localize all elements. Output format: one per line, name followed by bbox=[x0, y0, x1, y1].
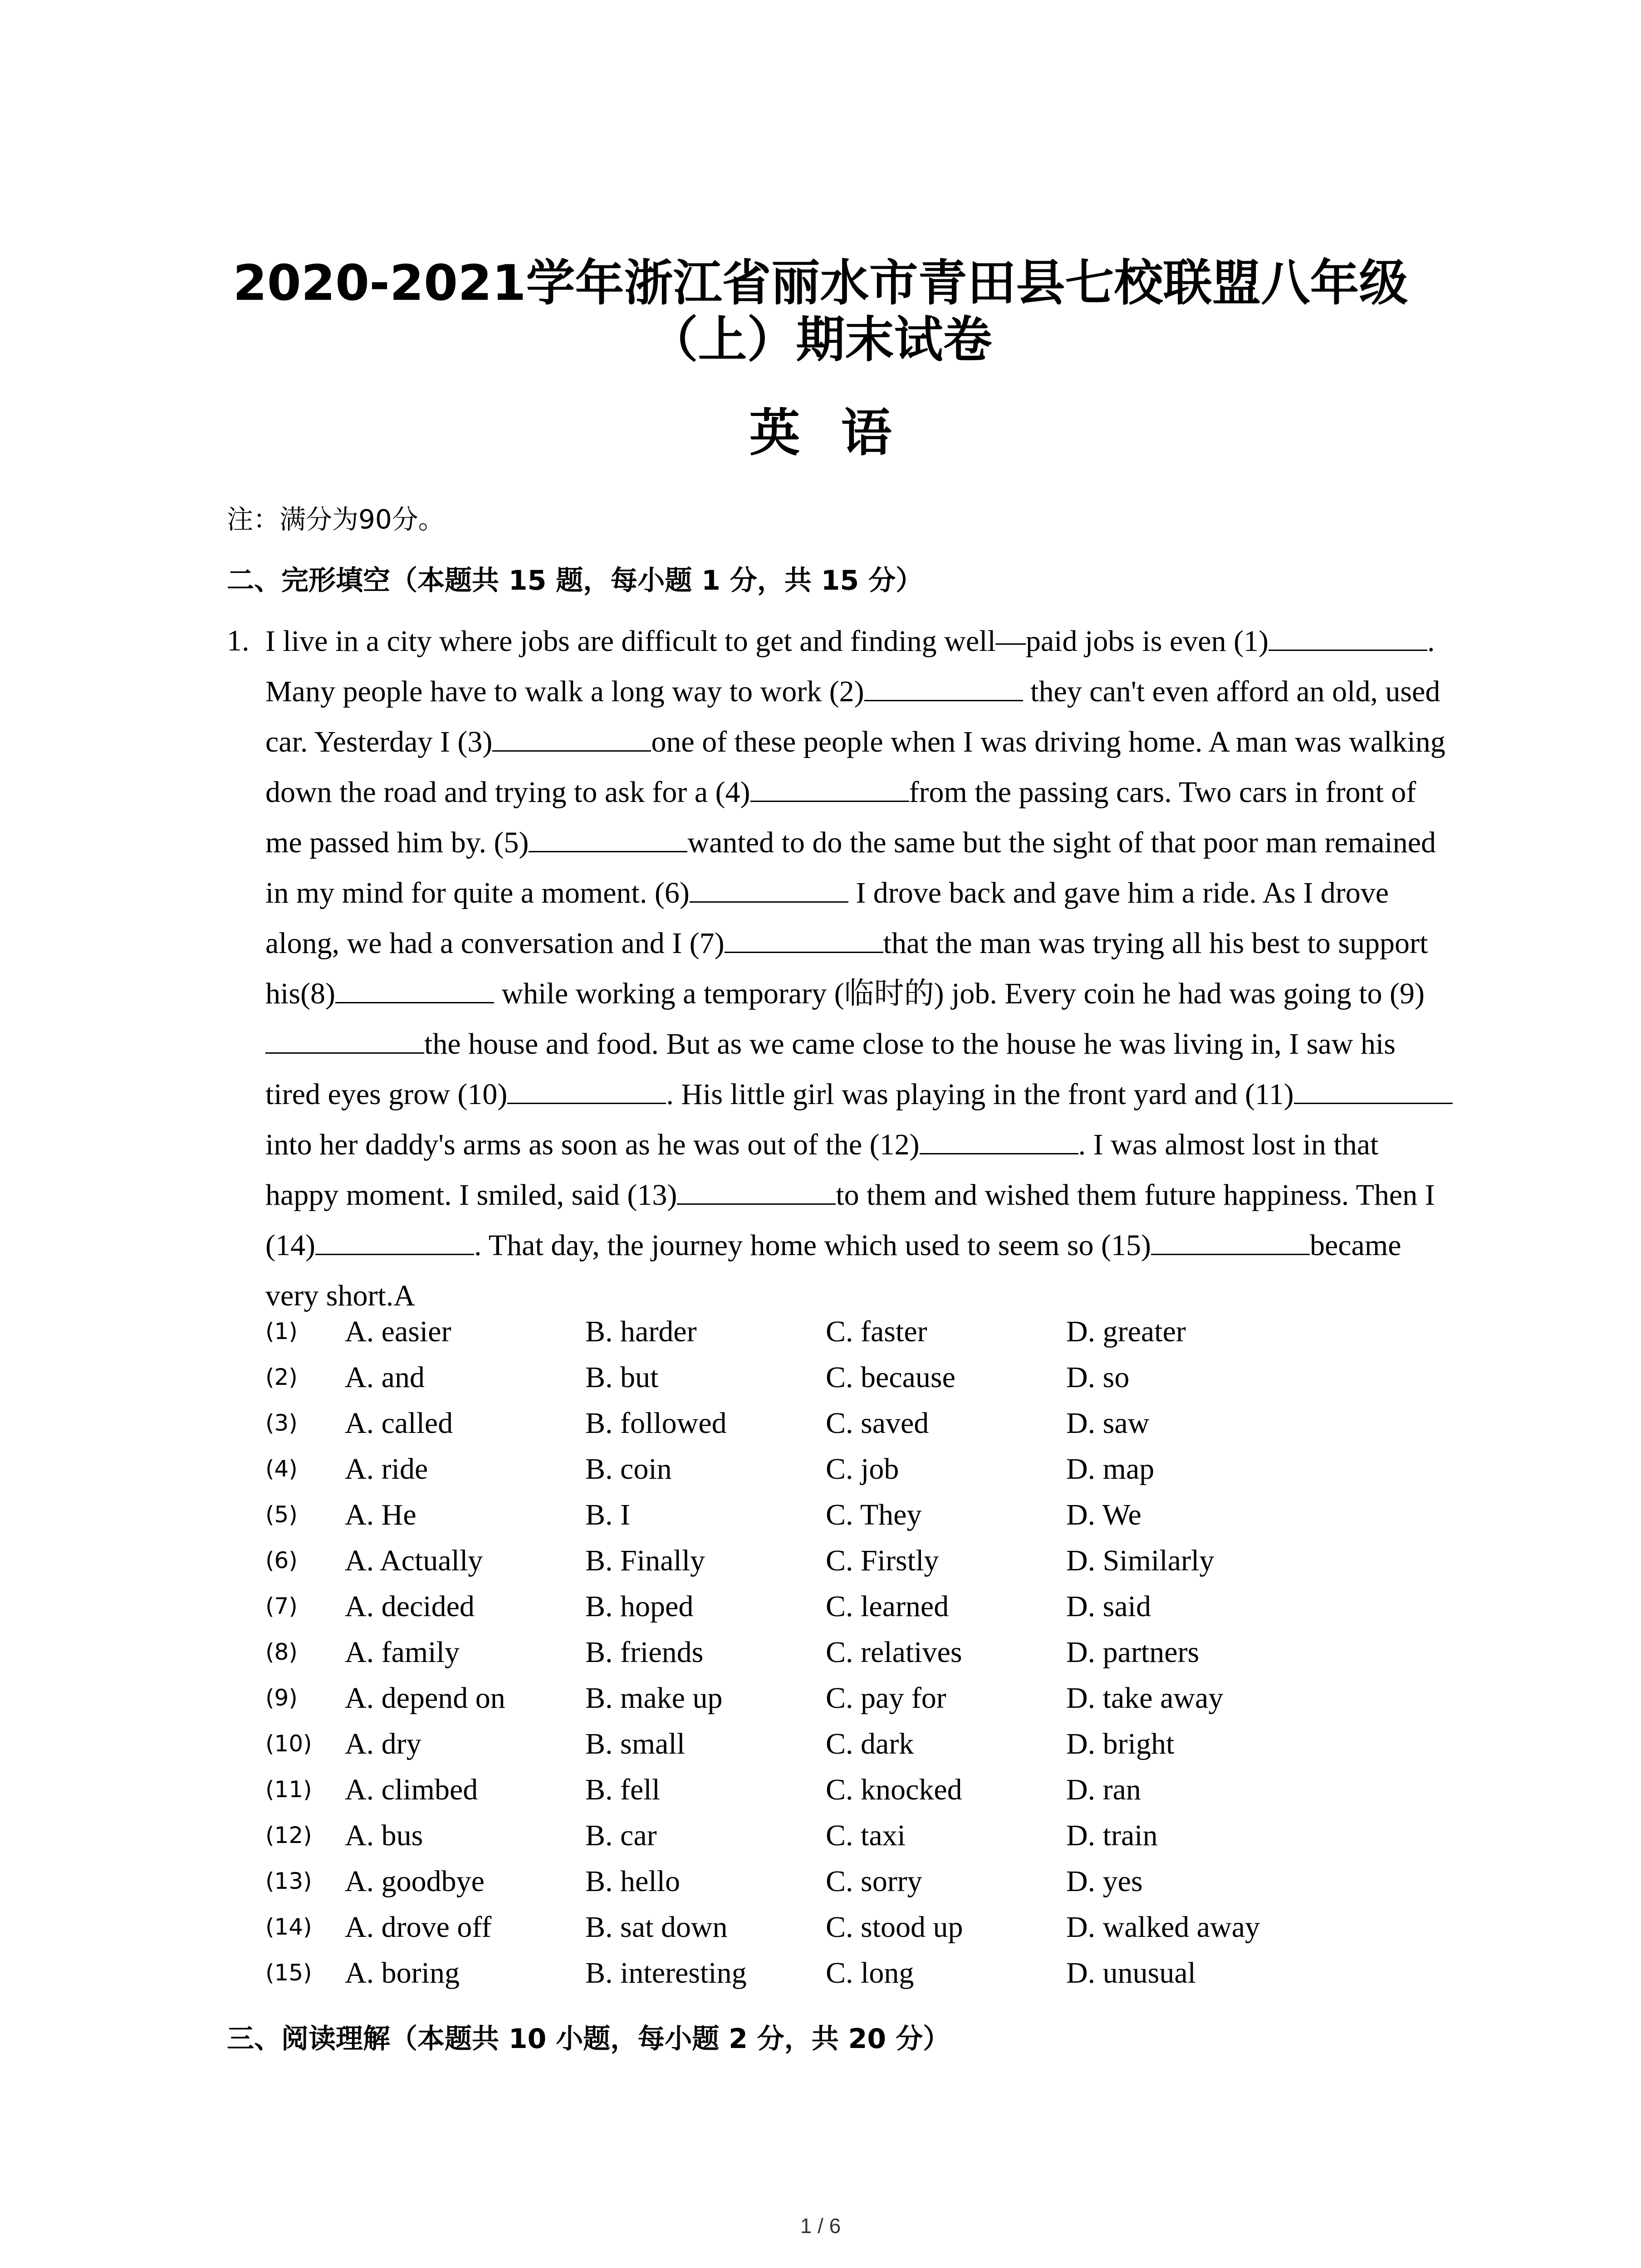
option-d: D. said bbox=[1066, 1590, 1151, 1623]
option-d: D. take away bbox=[1066, 1681, 1224, 1715]
option-a: A. depend on bbox=[345, 1681, 505, 1715]
option-c: C. relatives bbox=[826, 1636, 962, 1669]
option-row bbox=[265, 1538, 1454, 1584]
option-c: C. knocked bbox=[826, 1773, 962, 1806]
option-d: D. map bbox=[1066, 1452, 1155, 1486]
passage-segment: wanted to do the same but the sight of that poor man remained in my mind for quite a moment. (6) bbox=[265, 826, 1436, 909]
answer-blank bbox=[725, 924, 883, 953]
option-row bbox=[265, 1767, 1454, 1813]
passage-segment: became very short.A bbox=[265, 1229, 1401, 1312]
passage-segment: from the passing cars. Two cars in front of me passed him by. (5) bbox=[265, 776, 1416, 859]
option-a: A. goodbye bbox=[345, 1865, 485, 1898]
option-number: (12) bbox=[265, 1822, 312, 1848]
passage-segment: I live in a city where jobs are difficult to get and finding well—paid jobs is even (1) bbox=[265, 625, 1269, 658]
option-c: C. long bbox=[826, 1956, 914, 1989]
option-row bbox=[265, 1858, 1454, 1904]
answer-blank bbox=[507, 1075, 666, 1104]
document-title-line1: 2020-2021学年浙江省丽水市青田县七校联盟八年级 bbox=[233, 255, 1408, 312]
passage-segment: . Many people have to walk a long way to work (2) bbox=[265, 625, 1435, 708]
answer-blank bbox=[492, 722, 651, 752]
option-a: A. He bbox=[345, 1498, 416, 1531]
option-number: (6) bbox=[265, 1547, 298, 1574]
passage-segment: that the man was trying all his best to support his(8) bbox=[265, 927, 1428, 1010]
answer-options bbox=[265, 1309, 1454, 1996]
option-row bbox=[265, 1904, 1454, 1950]
option-d: D. ran bbox=[1066, 1773, 1141, 1806]
option-b: B. fell bbox=[585, 1773, 660, 1806]
passage-segment: they can't even afford an old, used car. Yesterday I (3) bbox=[265, 675, 1440, 758]
subject-heading: 英语 bbox=[749, 403, 933, 463]
option-number: (11) bbox=[265, 1776, 312, 1803]
option-b: B. coin bbox=[585, 1452, 672, 1486]
answer-blank bbox=[864, 672, 1023, 701]
answer-blank bbox=[690, 873, 848, 903]
option-d: D. walked away bbox=[1066, 1911, 1260, 1944]
option-a: A. dry bbox=[345, 1727, 421, 1760]
option-row bbox=[265, 1721, 1454, 1767]
answer-blank bbox=[265, 1024, 424, 1054]
option-number: (13) bbox=[265, 1868, 312, 1894]
option-b: B. car bbox=[585, 1819, 657, 1852]
option-b: B. interesting bbox=[585, 1956, 747, 1989]
passage-segment: . I was almost lost in that happy moment. I smiled, said (13) bbox=[265, 1128, 1379, 1212]
option-row bbox=[265, 1446, 1454, 1492]
option-d: D. unusual bbox=[1066, 1956, 1196, 1989]
option-number: (5) bbox=[265, 1501, 298, 1528]
option-b: B. harder bbox=[585, 1315, 697, 1348]
option-a: A. called bbox=[345, 1407, 453, 1440]
section-cloze-heading: 二、完形填空（本题共 15 题，每小题 1 分，共 15 分） bbox=[227, 565, 923, 596]
option-c: C. pay for bbox=[826, 1681, 946, 1715]
option-number: (9) bbox=[265, 1685, 298, 1711]
option-a: A. Actually bbox=[345, 1544, 483, 1577]
page-number: 1 / 6 bbox=[800, 2214, 841, 2238]
answer-blank bbox=[920, 1125, 1078, 1154]
answer-blank bbox=[1294, 1075, 1453, 1104]
question-number: 1. bbox=[227, 624, 250, 657]
option-c: C. sorry bbox=[826, 1865, 922, 1898]
option-b: B. hello bbox=[585, 1865, 680, 1898]
answer-blank bbox=[335, 974, 494, 1003]
answer-blank bbox=[315, 1226, 474, 1255]
option-c: C. stood up bbox=[826, 1911, 963, 1944]
option-number: (15) bbox=[265, 1960, 312, 1986]
option-number: (8) bbox=[265, 1639, 298, 1665]
option-a: A. easier bbox=[345, 1315, 451, 1348]
option-c: C. because bbox=[826, 1361, 955, 1394]
option-a: A. drove off bbox=[345, 1911, 492, 1944]
answer-blank bbox=[1269, 621, 1427, 651]
score-note: 注：满分为90分。 bbox=[227, 504, 445, 535]
option-number: (7) bbox=[265, 1593, 298, 1619]
option-d: D. greater bbox=[1066, 1315, 1186, 1348]
option-c: C. They bbox=[826, 1498, 922, 1531]
option-number: (14) bbox=[265, 1914, 312, 1940]
option-a: A. and bbox=[345, 1361, 425, 1394]
option-row bbox=[265, 1950, 1454, 1996]
passage-segment: . That day, the journey home which used to seem so (15) bbox=[474, 1229, 1151, 1262]
passage-segment: to them and wished them future happiness. Then I (14) bbox=[265, 1178, 1435, 1262]
option-d: D. saw bbox=[1066, 1407, 1150, 1440]
option-d: D. yes bbox=[1066, 1865, 1143, 1898]
answer-blank bbox=[529, 823, 687, 852]
answer-blank bbox=[750, 772, 909, 802]
passage-segment: the house and food. But as we came close to the house he was living in, I saw his tired eyes grow (10) bbox=[265, 1027, 1396, 1111]
answer-blank bbox=[1151, 1226, 1310, 1255]
option-d: D. train bbox=[1066, 1819, 1158, 1852]
option-row bbox=[265, 1584, 1454, 1629]
option-c: C. saved bbox=[826, 1407, 929, 1440]
option-d: D. We bbox=[1066, 1498, 1141, 1531]
option-a: A. boring bbox=[345, 1956, 460, 1989]
option-d: D. Similarly bbox=[1066, 1544, 1215, 1577]
passage-segment: one of these people when I was driving home. A man was walking down the road and trying to ask for a (4) bbox=[265, 725, 1445, 809]
option-a: A. ride bbox=[345, 1452, 428, 1486]
option-a: A. climbed bbox=[345, 1773, 478, 1806]
option-b: B. friends bbox=[585, 1636, 704, 1669]
passage-segment: I drove back and gave him a ride. As I drove along, we had a conversation and I (7) bbox=[265, 876, 1389, 960]
option-c: C. job bbox=[826, 1452, 899, 1486]
option-row bbox=[265, 1492, 1454, 1538]
option-a: A. family bbox=[345, 1636, 460, 1669]
answer-blank bbox=[677, 1175, 836, 1205]
option-c: C. dark bbox=[826, 1727, 914, 1760]
option-c: C. learned bbox=[826, 1590, 949, 1623]
option-b: B. sat down bbox=[585, 1911, 728, 1944]
option-row bbox=[265, 1354, 1454, 1400]
passage-segment: . His little girl was playing in the front yard and (11) bbox=[666, 1078, 1294, 1111]
passage-segment: into her daddy's arms as soon as he was out of the (12) bbox=[265, 1128, 920, 1161]
option-b: B. small bbox=[585, 1727, 686, 1760]
option-number: (4) bbox=[265, 1456, 298, 1482]
option-d: D. so bbox=[1066, 1361, 1130, 1394]
option-b: B. hoped bbox=[585, 1590, 694, 1623]
option-c: C. faster bbox=[826, 1315, 927, 1348]
cloze-passage bbox=[265, 616, 1454, 1321]
option-row bbox=[265, 1813, 1454, 1858]
section-reading-heading: 三、阅读理解（本题共 10 小题，每小题 2 分，共 20 分） bbox=[227, 2023, 950, 2055]
passage-segment: while working a temporary (临时的) job. Every coin he had was going to (9) bbox=[494, 977, 1425, 1010]
option-b: B. make up bbox=[585, 1681, 723, 1715]
option-row bbox=[265, 1629, 1454, 1675]
option-row bbox=[265, 1400, 1454, 1446]
option-row bbox=[265, 1309, 1454, 1354]
option-number: (2) bbox=[265, 1364, 298, 1390]
option-d: D. bright bbox=[1066, 1727, 1175, 1760]
option-row bbox=[265, 1675, 1454, 1721]
option-b: B. I bbox=[585, 1498, 630, 1531]
document-title-line2: （上）期末试卷 bbox=[649, 312, 992, 368]
option-a: A. bus bbox=[345, 1819, 423, 1852]
option-number: (10) bbox=[265, 1730, 312, 1757]
option-b: B. but bbox=[585, 1361, 659, 1394]
option-a: A. decided bbox=[345, 1590, 475, 1623]
option-d: D. partners bbox=[1066, 1636, 1200, 1669]
option-c: C. Firstly bbox=[826, 1544, 939, 1577]
option-b: B. Finally bbox=[585, 1544, 705, 1577]
option-c: C. taxi bbox=[826, 1819, 906, 1852]
option-b: B. followed bbox=[585, 1407, 727, 1440]
option-number: (1) bbox=[265, 1318, 298, 1344]
option-number: (3) bbox=[265, 1410, 298, 1436]
